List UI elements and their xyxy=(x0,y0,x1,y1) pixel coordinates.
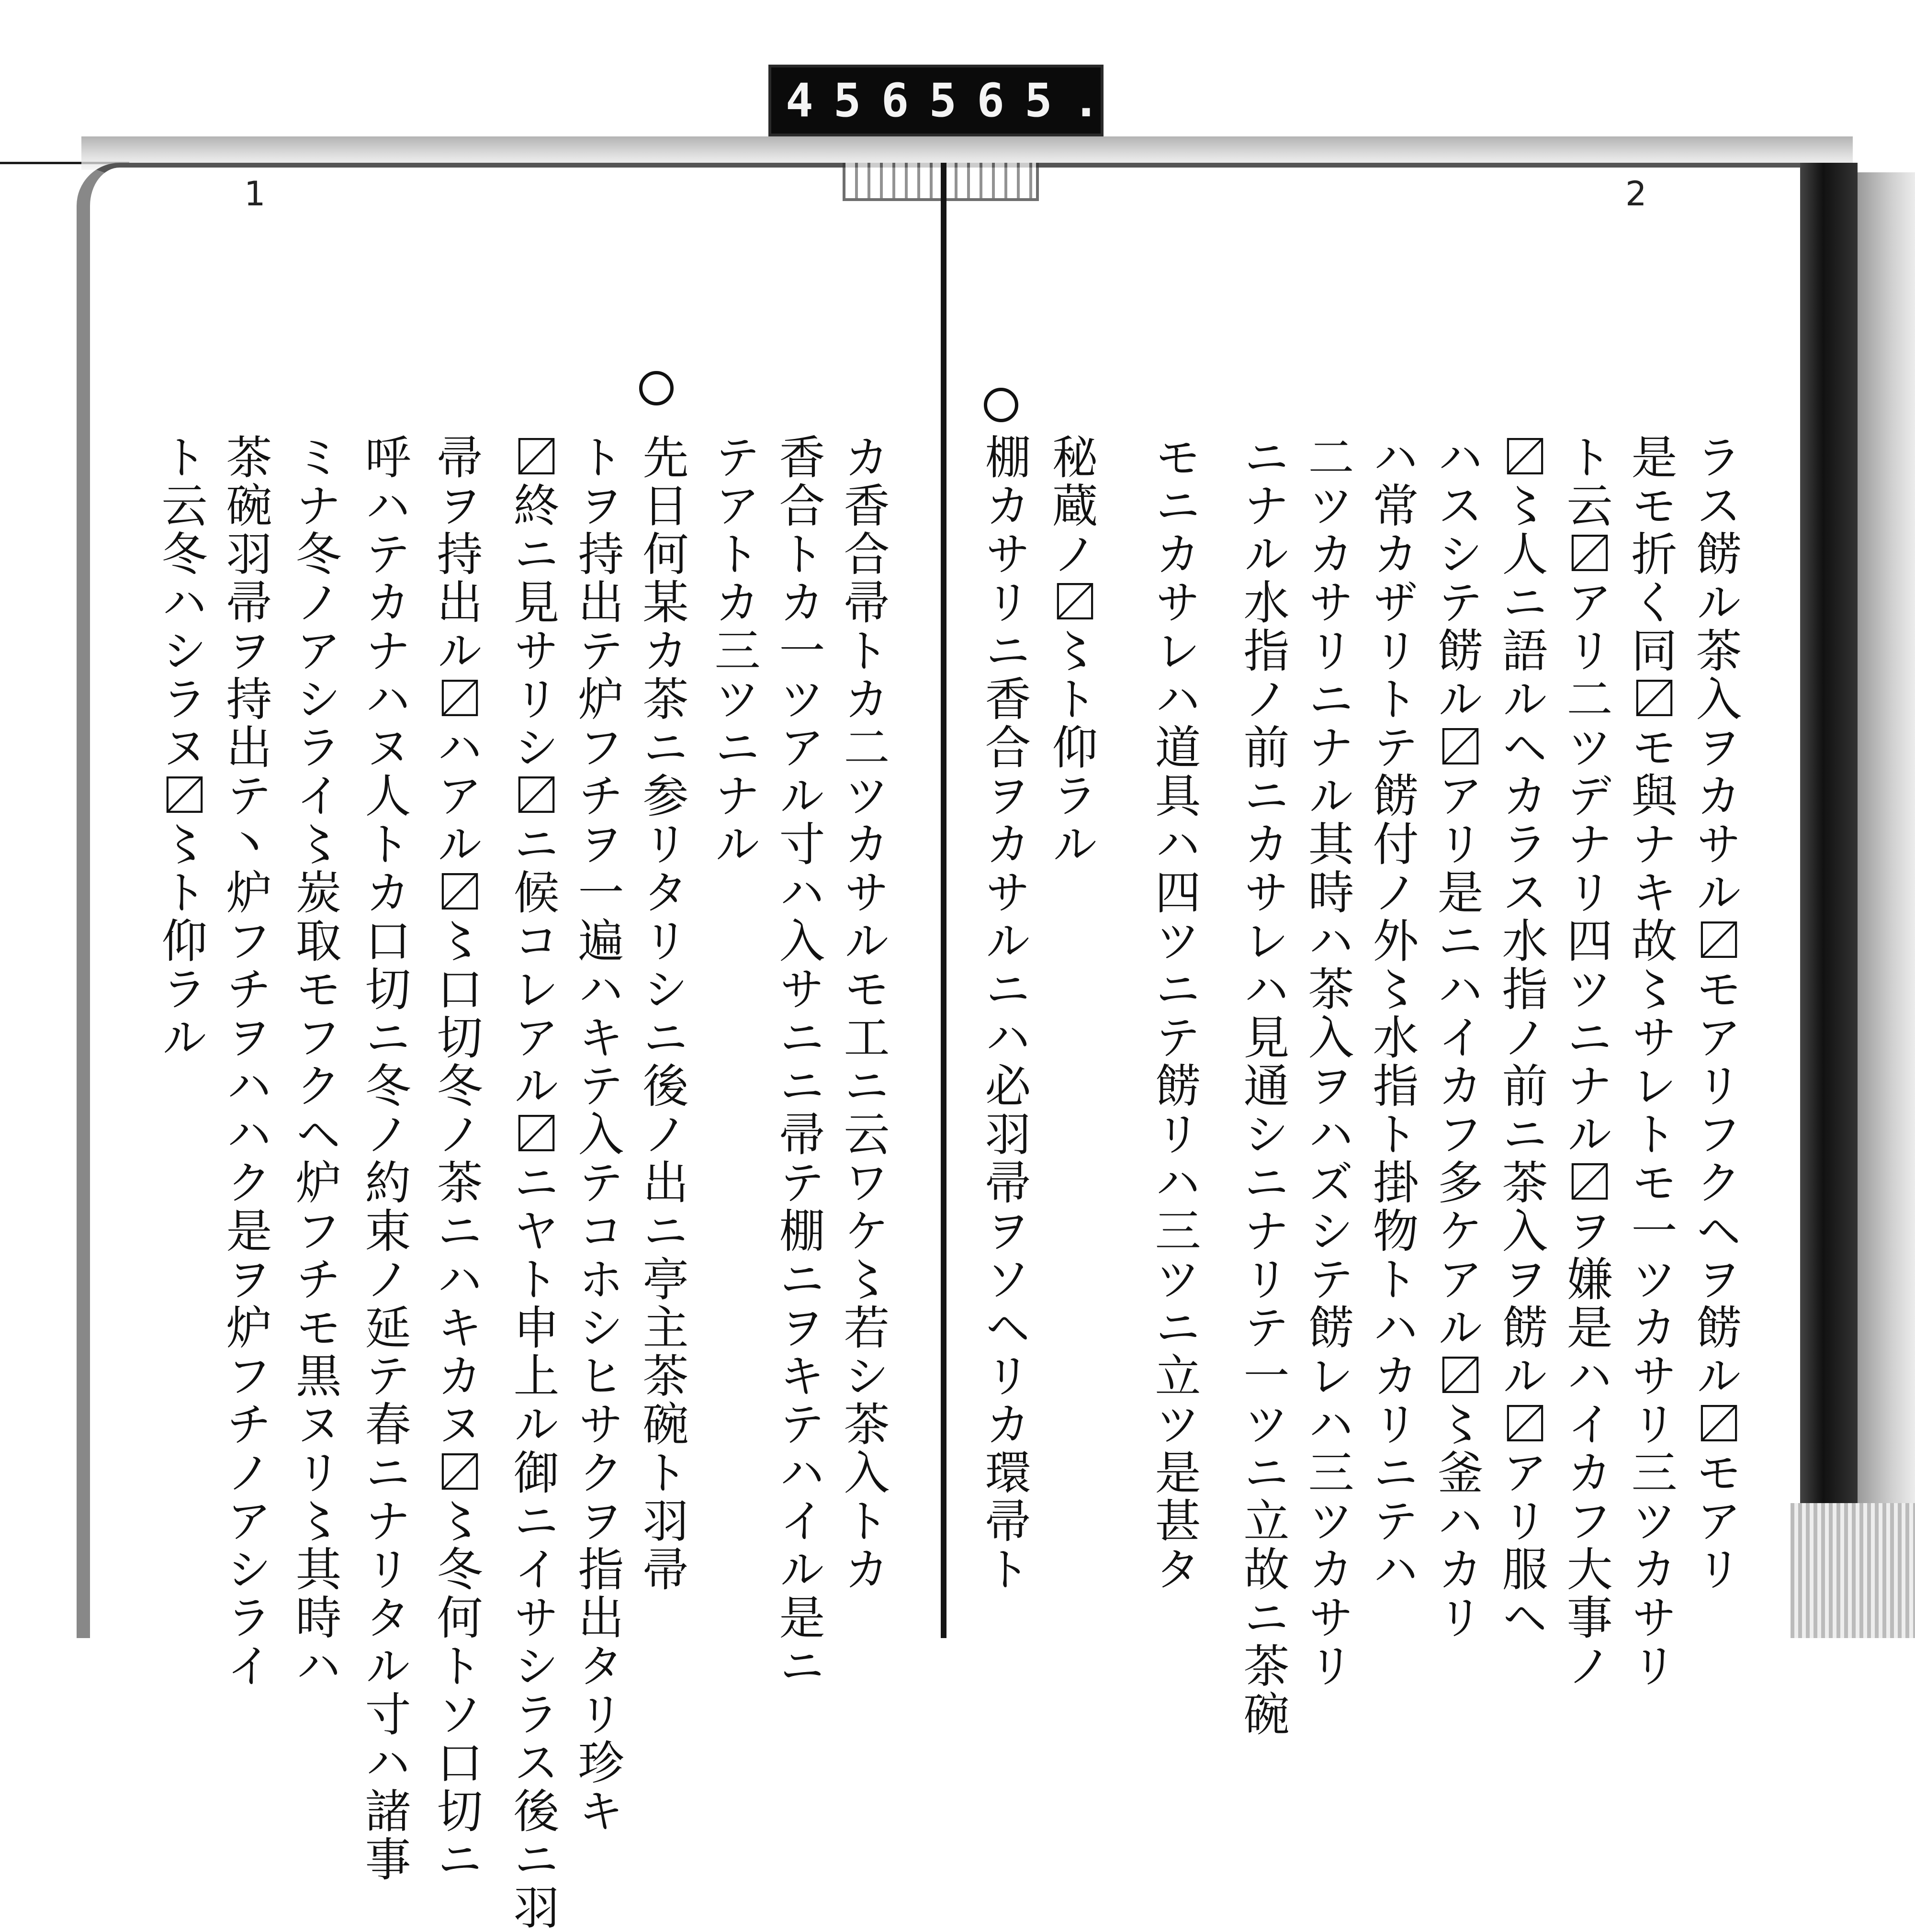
text-column: 先日何某カ茶ニ参リタリシニ後ノ出ニ亭主茶碗ト羽帚 xyxy=(635,433,689,1594)
text-column: 香合トカ一ツアル寸ハ入サニニ帚テ棚ニヲキテハイル是ニ xyxy=(772,433,825,1690)
section-circle-marker xyxy=(639,371,674,405)
text-column: ハ常カザリトテ餝付ノ外〻水指ト掛物トハカリニテハ xyxy=(1365,433,1419,1594)
text-column: 棚カサリニ香合ヲカサルニハ必羽帚ヲソヘリカ環帚ト xyxy=(978,433,1031,1594)
left-page-number: 1 xyxy=(244,174,266,213)
text-column: トヲ持出テ炉フチヲ一遍ハキテ入テコホシヒサクヲ指出タリ珍キ xyxy=(571,433,624,1835)
reference-number-right: 565. xyxy=(929,74,1120,127)
book-side-shadow xyxy=(1858,172,1915,1638)
text-column: 帚ヲ持出ル〼ハアル〼〻口切冬ノ茶ニハキカヌ〼〻冬何トソ口切ニ xyxy=(429,433,483,1884)
text-column: 呼ハテカナハヌ人トカ口切ニ冬ノ約束ノ延テ春ニナリタル寸ハ諸事 xyxy=(358,433,411,1884)
text-column: ト云〼アリ二ツデナリ四ツニナル〼ヲ嫌是ハイカフ大事ノ xyxy=(1559,433,1613,1690)
text-column: ミナ冬ノアシライ〻炭取モフクヘ炉フチモ黒ヌリ〻其時ハ xyxy=(288,433,342,1690)
text-column: モニカサレハ道具ハ四ツニテ餝リハ三ツニ立ツ是甚タ xyxy=(1148,433,1201,1594)
text-column: ト云冬ハシラヌ〼〻ト仰ラル xyxy=(154,433,208,1062)
text-column: 茶碗羽帚ヲ持出テ丶炉フチヲハハク是ヲ炉フチノアシライ xyxy=(219,433,272,1690)
archive-reference-label xyxy=(768,65,1120,136)
text-column: テアトカ三ツニナル xyxy=(707,433,761,868)
text-column: ハスシテ餝ル〼アリ是ニハイカフ多ケアル〼〻釜ハカリ xyxy=(1430,433,1484,1642)
reference-number-left: 456 xyxy=(786,74,929,127)
text-column: ラス餝ル茶入ヲカサル〼モアリフクヘヲ餝ル〼モアリ xyxy=(1689,433,1742,1594)
text-column: カ香合帚トカ二ツカサルモ工ニ云ワケ〻若シ茶入トカ xyxy=(836,433,890,1594)
text-column: ニナル水指ノ前ニカサレハ見通シニナリテ一ツニ立故ニ茶碗 xyxy=(1236,433,1290,1739)
text-column: 二ツカサリニナル其時ハ茶入ヲハズシテ餝レハ三ツカサリ xyxy=(1301,433,1354,1690)
section-circle-marker xyxy=(984,388,1018,422)
text-column: 是モ折く同〼モ與ナキ故〻サレトモ一ツカサリ三ツカサリ xyxy=(1624,433,1678,1690)
book-cover-edge xyxy=(1800,163,1858,1503)
text-column: 〼終ニ見サリシ〼ニ候コレアル〼ニヤト申上ル御ニイサシラス後ニ羽 xyxy=(506,433,560,1932)
book-spine xyxy=(941,163,946,1638)
page-stack-edge xyxy=(1791,1503,1915,1638)
text-column: 秘蔵ノ〼〻ト仰ラル xyxy=(1045,433,1098,868)
text-column: 〼〻人ニ語ルヘカラス水指ノ前ニ茶入ヲ餝ル〼アリ服ヘ xyxy=(1495,433,1548,1642)
right-page-number: 2 xyxy=(1625,174,1647,213)
